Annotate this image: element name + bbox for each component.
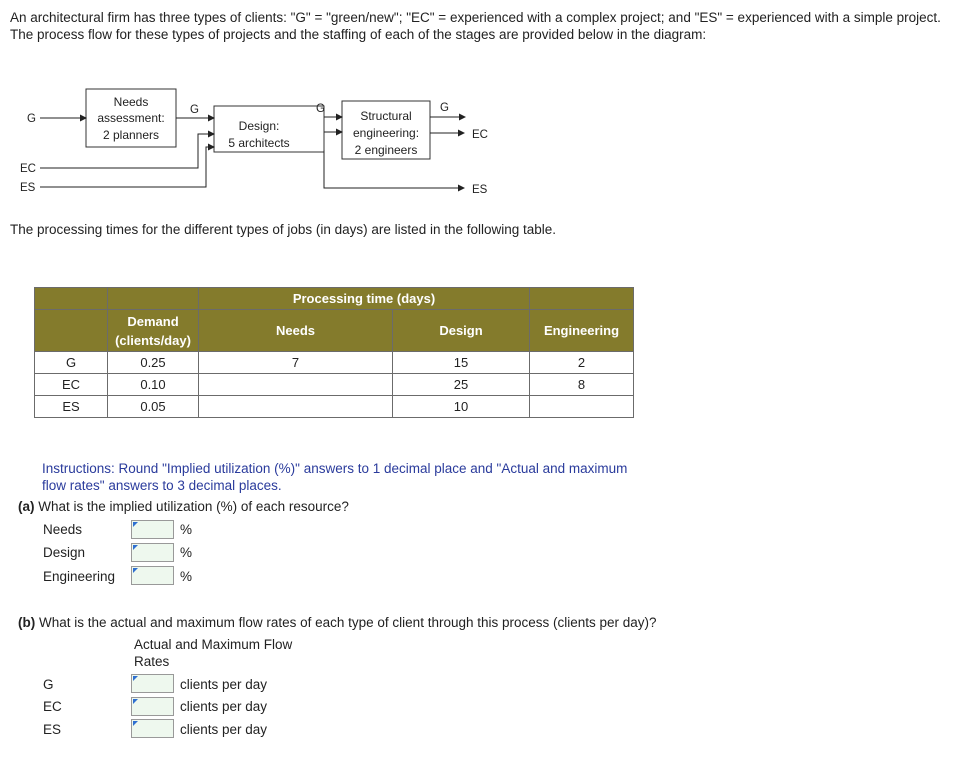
- label-g-mid2: G: [316, 103, 325, 115]
- table-intro: The processing times for the different types of jobs (in days) are listed in the following table.: [10, 222, 557, 237]
- problem-intro: An architectural firm has three types of clients: "G" = "green/new"; "EC" = experienced with a complex project; and "ES" = experienced with a simple project. The process flow for these types of projects and the staffing of each of the stages are provided below in the diagram:: [10, 10, 941, 42]
- g-unit: clients per day: [180, 677, 268, 692]
- row-engineering: 2: [530, 352, 634, 374]
- input-flag-icon: [133, 522, 138, 527]
- label-g-mid1: G: [190, 104, 199, 116]
- engineering-header: Engineering: [530, 310, 634, 352]
- row-demand: 0.10: [108, 374, 199, 396]
- es-label: ES: [43, 722, 62, 737]
- needs-unit: %: [180, 522, 193, 537]
- input-flag-icon: [133, 699, 138, 704]
- design-label: Design: [43, 545, 86, 560]
- label-g-out: G: [440, 102, 449, 114]
- needs-header: Needs: [199, 310, 393, 352]
- row-demand: 0.05: [108, 396, 199, 418]
- es-flow-input[interactable]: [131, 719, 174, 738]
- row-design: 25: [393, 374, 530, 396]
- ec-unit: clients per day: [180, 699, 268, 714]
- design-box-line2: 5 architects: [228, 136, 290, 150]
- row-design: 10: [393, 396, 530, 418]
- design-box-line1: Design:: [238, 119, 280, 133]
- row-needs: [199, 396, 393, 418]
- design-header: Design: [393, 310, 530, 352]
- part-b-question: (b) What is the actual and maximum flow rates of each type of client through this process (clients per day)?: [18, 615, 657, 630]
- row-design: 15: [393, 352, 530, 374]
- table-row: [35, 352, 634, 374]
- flow-rate-column-header: Actual and Maximum Flow Rates: [134, 637, 293, 669]
- design-utilization-input[interactable]: [131, 543, 174, 562]
- row-type: G: [35, 352, 108, 374]
- es-unit: clients per day: [180, 722, 268, 737]
- needs-box-line1: Needs: [113, 95, 149, 109]
- processing-time-header: Processing time (days): [199, 288, 530, 310]
- needs-box-line3: 2 planners: [102, 128, 160, 142]
- input-flag-icon: [133, 721, 138, 726]
- label-ec-in: EC: [20, 163, 36, 175]
- ec-flow-input[interactable]: [131, 697, 174, 716]
- g-flow-input[interactable]: [131, 674, 174, 693]
- structural-box-line3: 2 engineers: [354, 143, 418, 157]
- engineering-label: Engineering: [43, 569, 116, 584]
- row-engineering: [530, 396, 634, 418]
- instructions: Instructions: Round "Implied utilization (%)" answers to 1 decimal place and "Actual and maximum flow rates" answers to 3 decimal places.: [42, 461, 628, 493]
- row-needs: [199, 374, 393, 396]
- input-flag-icon: [133, 545, 138, 550]
- process-flow-diagram: [0, 85, 520, 205]
- row-demand: 0.25: [108, 352, 199, 374]
- label-ec-out: EC: [472, 129, 488, 141]
- table-row: [35, 396, 634, 418]
- label-g-in: G: [27, 113, 36, 125]
- needs-label: Needs: [43, 522, 83, 537]
- needs-box-line2: assessment:: [97, 111, 165, 125]
- part-a-question: (a) What is the implied utilization (%) of each resource?: [18, 499, 349, 514]
- design-unit: %: [180, 545, 193, 560]
- engineering-unit: %: [180, 569, 193, 584]
- structural-box-line2: engineering:: [352, 126, 420, 140]
- table-row: [35, 374, 634, 396]
- label-es-out: ES: [472, 184, 488, 196]
- row-type: EC: [35, 374, 108, 396]
- structural-box-line1: Structural: [360, 109, 412, 123]
- row-needs: 7: [199, 352, 393, 374]
- processing-time-table: [34, 287, 634, 418]
- g-label: G: [43, 677, 54, 692]
- row-type: ES: [35, 396, 108, 418]
- input-flag-icon: [133, 568, 138, 573]
- input-flag-icon: [133, 676, 138, 681]
- engineering-utilization-input[interactable]: [131, 566, 174, 585]
- label-es-in: ES: [20, 182, 36, 194]
- row-engineering: 8: [530, 374, 634, 396]
- needs-utilization-input[interactable]: [131, 520, 174, 539]
- demand-header: Demand (clients/day): [108, 310, 199, 352]
- ec-label: EC: [43, 699, 62, 714]
